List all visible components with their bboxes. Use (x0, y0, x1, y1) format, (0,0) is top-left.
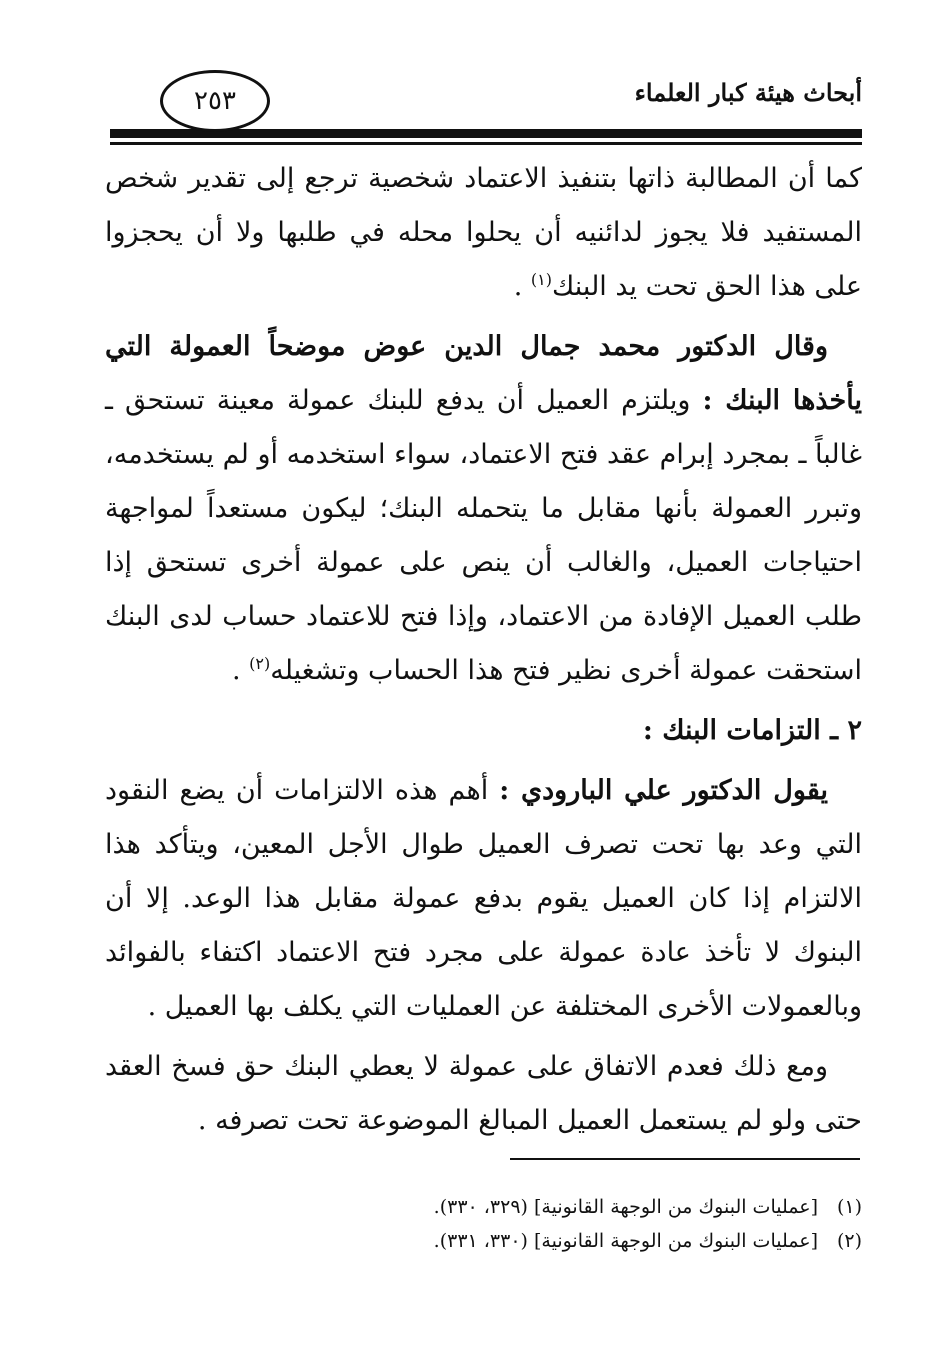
footnote-separator (510, 1158, 860, 1160)
footnote-ref-2: (٢) (249, 654, 271, 673)
main-text (105, 152, 862, 1154)
paragraph-2 (105, 320, 862, 698)
footnote-1-text: [عمليات البنوك من الوجهة القانونية] (٣٢٩، ٣٣٠). (433, 1196, 818, 1218)
paragraph-1-end: . (513, 271, 531, 302)
footnotes (105, 1190, 862, 1258)
footnote-1 (105, 1190, 862, 1224)
footnote-2-number: (٢) (836, 1230, 862, 1252)
page-number: ٢٥٣ (160, 70, 270, 132)
footnote-2 (105, 1224, 862, 1258)
footnote-2-text: [عمليات البنوك من الوجهة القانونية] (٣٣٠، ٣٣١). (433, 1230, 818, 1252)
running-title: أبحاث هيئة كبار العلماء (634, 78, 862, 107)
paragraph-2-lead: وقال الدكتور محمد جمال الدين عوض موضحاً العمولة التي يأخذها البنك : (105, 331, 862, 416)
paragraph-3 (105, 764, 862, 1034)
paragraph-1 (105, 152, 862, 314)
paragraph-3-text: أهم هذه الالتزامات أن يضع النقود التي وعد بها تحت تصرف العميل طوال الأجل المعين، ويتأكد هذا الالتزام إذا كان العميل يقوم بدفع عمولة مقابل هذا الوعد. إلا أن البنوك لا تأخذ عادة عمولة على مجرد فتح الاعتماد اكتفاء بالفوائد وبالعمولات الأخرى المختلفة عن العمليات التي يكلف بها العميل . (105, 775, 863, 1022)
paragraph-4: ومع ذلك فعدم الاتفاق على عمولة لا يعطي البنك حق فسخ العقد حتى ولو لم يستعمل العميل المبالغ الموضوعة تحت تصرفه . (105, 1051, 862, 1136)
footnote-ref-1: (١) (530, 270, 553, 289)
paragraph-2-end: . (231, 655, 250, 686)
paragraph-1-text: كما أن المطالبة ذاتها بتنفيذ الاعتماد شخصية ترجع إلى تقدير شخص المستفيد فلا يجوز لدائنيه أن يحلوا محله في طلبها ولا أن يحجزوا على هذا الحق تحت يد البنك (105, 163, 862, 302)
paragraph-3-lead: يقول الدكتور علي البارودي : (499, 775, 828, 806)
footnote-1-number: (١) (836, 1196, 862, 1218)
section-heading: ٢ ـ التزامات البنك : (642, 715, 862, 746)
paragraph-2-text: ويلتزم العميل أن يدفع للبنك عمولة معينة تستحق ـ غالباً ـ بمجرد إبرام عقد فتح الاعتماد، سواء استخدمه أو لم يستخدمه، وتبرر العمولة بأنها مقابل ما يتحمله البنك؛ ليكون مستعداً لمواجهة احتياجات العميل، والغالب أن ينص على عمولة أخرى تستحق إذا طلب العميل الإفادة من الاعتماد، وإذا فتح للاعتماد حساب لدى البنك استحقت عمولة أخرى نظير فتح هذا الحساب وتشغيله (105, 385, 862, 686)
header-rule-thin (110, 142, 862, 145)
